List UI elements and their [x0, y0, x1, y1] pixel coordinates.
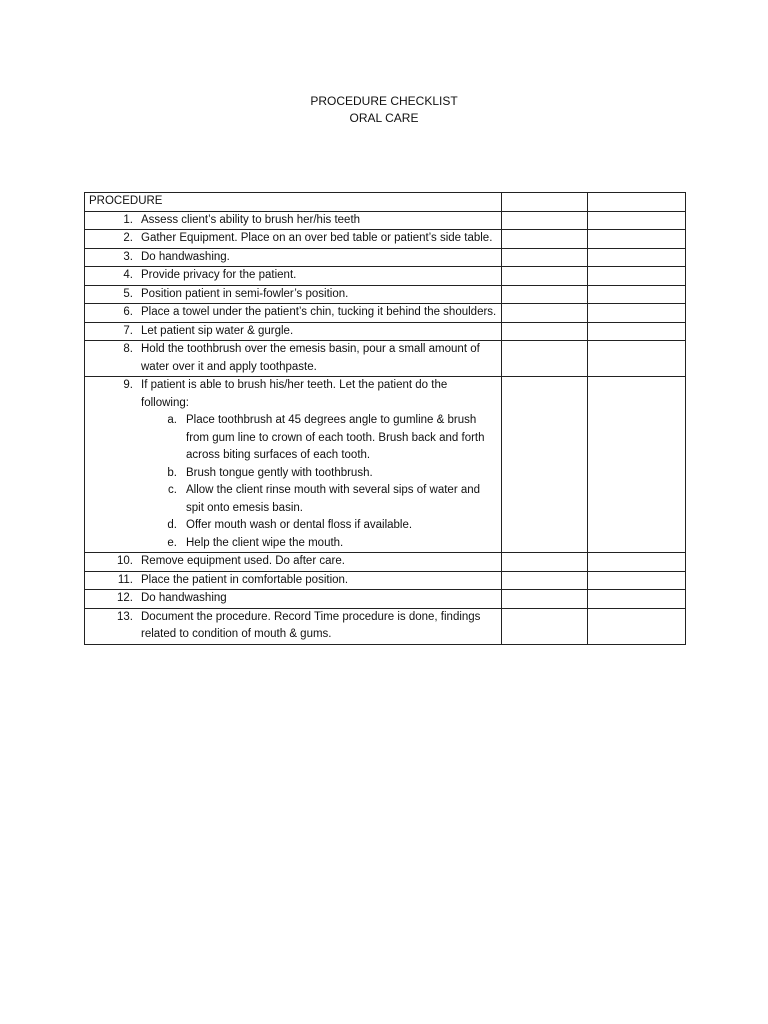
step-text: Position patient in semi-fowler’s position. — [141, 287, 349, 300]
table-row — [85, 341, 686, 377]
procedure-step-cell — [85, 267, 502, 286]
table-row — [85, 590, 686, 609]
checkbox-column-2 — [587, 193, 685, 212]
procedure-substep — [141, 482, 497, 517]
step-text: Provide privacy for the patient. — [141, 269, 297, 281]
table-row — [85, 267, 686, 286]
title-block — [0, 93, 768, 127]
procedure-step — [89, 609, 497, 644]
step-text: If patient is able to brush his/her teeth. Let the patient do the following: — [141, 379, 448, 409]
header-procedure-cell: PROCEDURE — [85, 193, 502, 212]
procedure-substep — [141, 535, 497, 553]
substep-text: Offer mouth wash or dental floss if available. — [186, 519, 413, 531]
step-number: 3. — [123, 250, 133, 263]
checkbox-column-1 — [502, 193, 587, 212]
document-subtitle: ORAL CARE — [349, 111, 419, 125]
checkbox-column-1 — [502, 211, 587, 230]
substep-letter: e. — [167, 536, 177, 549]
procedure-step — [89, 377, 497, 412]
step-number: 12. — [117, 592, 133, 604]
checkbox-column-2 — [587, 285, 685, 304]
procedure-step — [89, 286, 497, 304]
checkbox-column-2 — [587, 304, 685, 323]
procedure-step — [89, 341, 497, 376]
document-title: PROCEDURE CHECKLIST — [310, 94, 458, 108]
step-text: Do handwashing — [141, 592, 227, 604]
checkbox-column-2 — [587, 377, 685, 553]
table-row — [85, 571, 686, 590]
step-number: 9. — [123, 379, 133, 391]
checkbox-column-2 — [587, 341, 685, 377]
table-row — [85, 553, 686, 572]
procedure-step — [89, 230, 497, 248]
checkbox-column-2 — [587, 553, 685, 572]
table-row — [85, 322, 686, 341]
substep-text: Brush tongue gently with toothbrush. — [186, 466, 373, 479]
procedure-step — [89, 249, 497, 267]
step-number: 6. — [123, 306, 133, 318]
table-row — [85, 230, 686, 249]
step-number: 10. — [117, 555, 133, 567]
procedure-step — [89, 553, 497, 571]
step-number: 11. — [117, 573, 133, 586]
substep-text: Help the client wipe the mouth. — [186, 536, 344, 549]
step-text: Place the patient in comfortable position. — [141, 573, 349, 586]
substep-text: Place toothbrush at 45 degrees angle to gumline & brush from gum line to crown of each tooth. Brush back and forth across biting surfaces of each tooth. — [186, 414, 485, 461]
substep-text: Allow the client rinse mouth with several sips of water and spit onto emesis basin. — [186, 484, 481, 514]
checkbox-column-1 — [502, 590, 587, 609]
table-row — [85, 211, 686, 230]
step-number: 4. — [123, 269, 133, 281]
substep-letter: d. — [167, 519, 177, 531]
checkbox-column-2 — [587, 248, 685, 267]
checkbox-column-1 — [502, 341, 587, 377]
checkbox-column-2 — [587, 590, 685, 609]
procedure-step-cell — [85, 322, 502, 341]
checkbox-column-1 — [502, 608, 587, 644]
table-row — [85, 304, 686, 323]
step-text: Place a towel under the patient’s chin, tucking it behind the shoulders. — [141, 306, 497, 318]
step-number: 7. — [123, 324, 133, 337]
procedure-step — [89, 590, 497, 608]
step-text: Gather Equipment. Place on an over bed table or patient’s side table. — [141, 232, 493, 244]
checkbox-column-2 — [587, 571, 685, 590]
procedure-substep — [141, 412, 497, 465]
procedure-substep — [141, 465, 497, 483]
procedure-step-cell — [85, 553, 502, 572]
step-text: Document the procedure. Record Time procedure is done, findings related to condition of mouth & gums. — [141, 610, 481, 640]
procedure-step — [89, 323, 497, 341]
table-row — [85, 248, 686, 267]
procedure-step-cell — [85, 608, 502, 644]
checkbox-column-2 — [587, 608, 685, 644]
checkbox-column-1 — [502, 230, 587, 249]
procedure-step-cell — [85, 590, 502, 609]
procedure-step — [89, 212, 497, 230]
procedure-step-cell — [85, 248, 502, 267]
step-text: Let patient sip water & gurgle. — [141, 324, 294, 337]
table-row — [85, 285, 686, 304]
table-row — [85, 608, 686, 644]
procedure-step-cell — [85, 341, 502, 377]
checkbox-column-1 — [502, 285, 587, 304]
table-row — [85, 377, 686, 553]
procedure-step — [89, 267, 497, 285]
step-number: 8. — [123, 343, 133, 355]
step-text: Hold the toothbrush over the emesis basin, pour a small amount of water over it and apply toothpaste. — [141, 343, 480, 373]
checkbox-column-2 — [587, 211, 685, 230]
step-text: Do handwashing. — [141, 250, 230, 263]
procedure-substep — [141, 517, 497, 535]
substep-letter: a. — [167, 414, 177, 426]
step-number: 1. — [123, 213, 133, 226]
procedure-step-cell — [85, 230, 502, 249]
checkbox-column-1 — [502, 377, 587, 553]
procedure-step-cell — [85, 211, 502, 230]
procedure-step-cell — [85, 377, 502, 553]
table-header-row — [85, 193, 686, 212]
checkbox-column-1 — [502, 304, 587, 323]
substep-letter: c. — [168, 484, 177, 496]
checkbox-column-1 — [502, 571, 587, 590]
substep-letter: b. — [167, 466, 177, 479]
checkbox-column-2 — [587, 322, 685, 341]
step-number: 5. — [123, 287, 133, 300]
procedure-step-cell — [85, 285, 502, 304]
procedure-step-cell — [85, 304, 502, 323]
step-number: 2. — [123, 232, 133, 244]
checkbox-column-2 — [587, 267, 685, 286]
checkbox-column-1 — [502, 553, 587, 572]
checkbox-column-1 — [502, 267, 587, 286]
procedure-step — [89, 572, 497, 590]
procedure-step — [89, 304, 497, 322]
checkbox-column-1 — [502, 248, 587, 267]
step-text: Remove equipment used. Do after care. — [141, 555, 345, 567]
step-text: Assess client’s ability to brush her/his teeth — [141, 213, 361, 226]
procedure-step-cell — [85, 571, 502, 590]
checkbox-column-2 — [587, 230, 685, 249]
step-number: 13. — [117, 610, 133, 623]
checkbox-column-1 — [502, 322, 587, 341]
procedure-checklist-table — [84, 192, 686, 645]
